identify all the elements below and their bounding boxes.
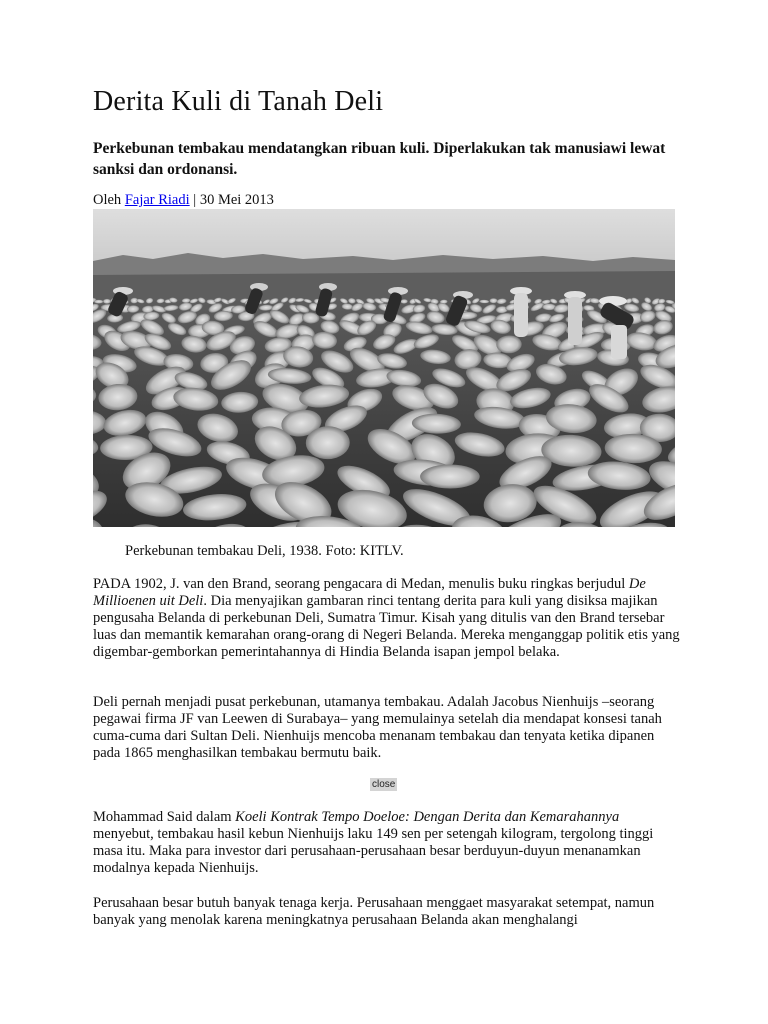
book-title-1: De Millioenen uit Deli (93, 576, 646, 609)
paragraph-2: Deli pernah menjadi pusat perkebunan, utamanya tembakau. Adalah Jacobus Nienhuijs –seorang pegawai firma JF van Leewen di Surabaya– yang memulainya setelah dia mendapat konsesi tanah cuma-cuma dari Sultan Deli. Nienhuijs mencoba menanam tembakau dan tenyata ketika dipanen pada 1865 menghasilkan tembakau bermutu baik. (93, 694, 662, 761)
article-title: Derita Kuli di Tanah Deli (93, 86, 384, 117)
article-subtitle: Perkebunan tembakau mendatangkan ribuan kuli. Diperlakukan tak manusiawi lewat sanksi dan ordonansi. (93, 140, 666, 178)
author-link[interactable]: Fajar Riadi (124, 192, 190, 208)
paragraph-3-lead: Mohammad Said dalam (93, 809, 236, 825)
byline-separator: | (189, 192, 200, 208)
publish-date: 30 Mei 2013 (199, 192, 274, 208)
close-button[interactable]: close (372, 779, 396, 790)
paragraph-3-rest: menyebut, tembakau hasil kebun Nienhuijs laku 149 sen per setengah kilogram, tergolong tinggi masa itu. Maka para investor dari perusahaan-perusahaan besar berduyun-duyun menanamkan modalnya kepada Nienhuijs. (93, 826, 654, 876)
paragraph-4: Perusahaan besar butuh banyak tenaga kerja. Perusahaan menggaet masyarakat setempat, namun banyak yang menolak karena meningkatnya perusahaan Belanda akan menghalangi (93, 895, 655, 928)
byline-prefix: Oleh (93, 192, 125, 208)
paragraph-1 (93, 576, 683, 661)
tobacco-field-photo (93, 209, 675, 527)
leaf-shape (420, 465, 480, 489)
byline (93, 192, 274, 209)
photo-caption: Perkebunan tembakau Deli, 1938. Foto: KITLV. (125, 543, 404, 559)
paragraph-1-lead: PADA 1902, J. van den Brand, seorang pengacara di Medan, menulis buku ringkas berjudul (93, 576, 629, 592)
paragraph-1-rest: . Dia menyajikan gambaran rinci tentang derita para kuli yang disiksa majikan pengusaha Belanda di perkebunan Deli, Sumatra Timur. Kisah yang ditulis van den Brand tersebar luas dan memantik kemarahan orang-orang di Negeri Belanda. Mereka menganggap politik etis yang digembar-gemborkan pemerintahannya di Hindia Belanda isapan jempol belaka. (93, 593, 680, 660)
leaf-shape (94, 300, 103, 304)
photo-illustration (93, 209, 675, 527)
book-title-2: Koeli Kontrak Tempo Doeloe: Dengan Derita dan Kemarahannya (235, 809, 620, 825)
paragraph-3 (93, 809, 683, 877)
leaf-shape (490, 298, 498, 303)
